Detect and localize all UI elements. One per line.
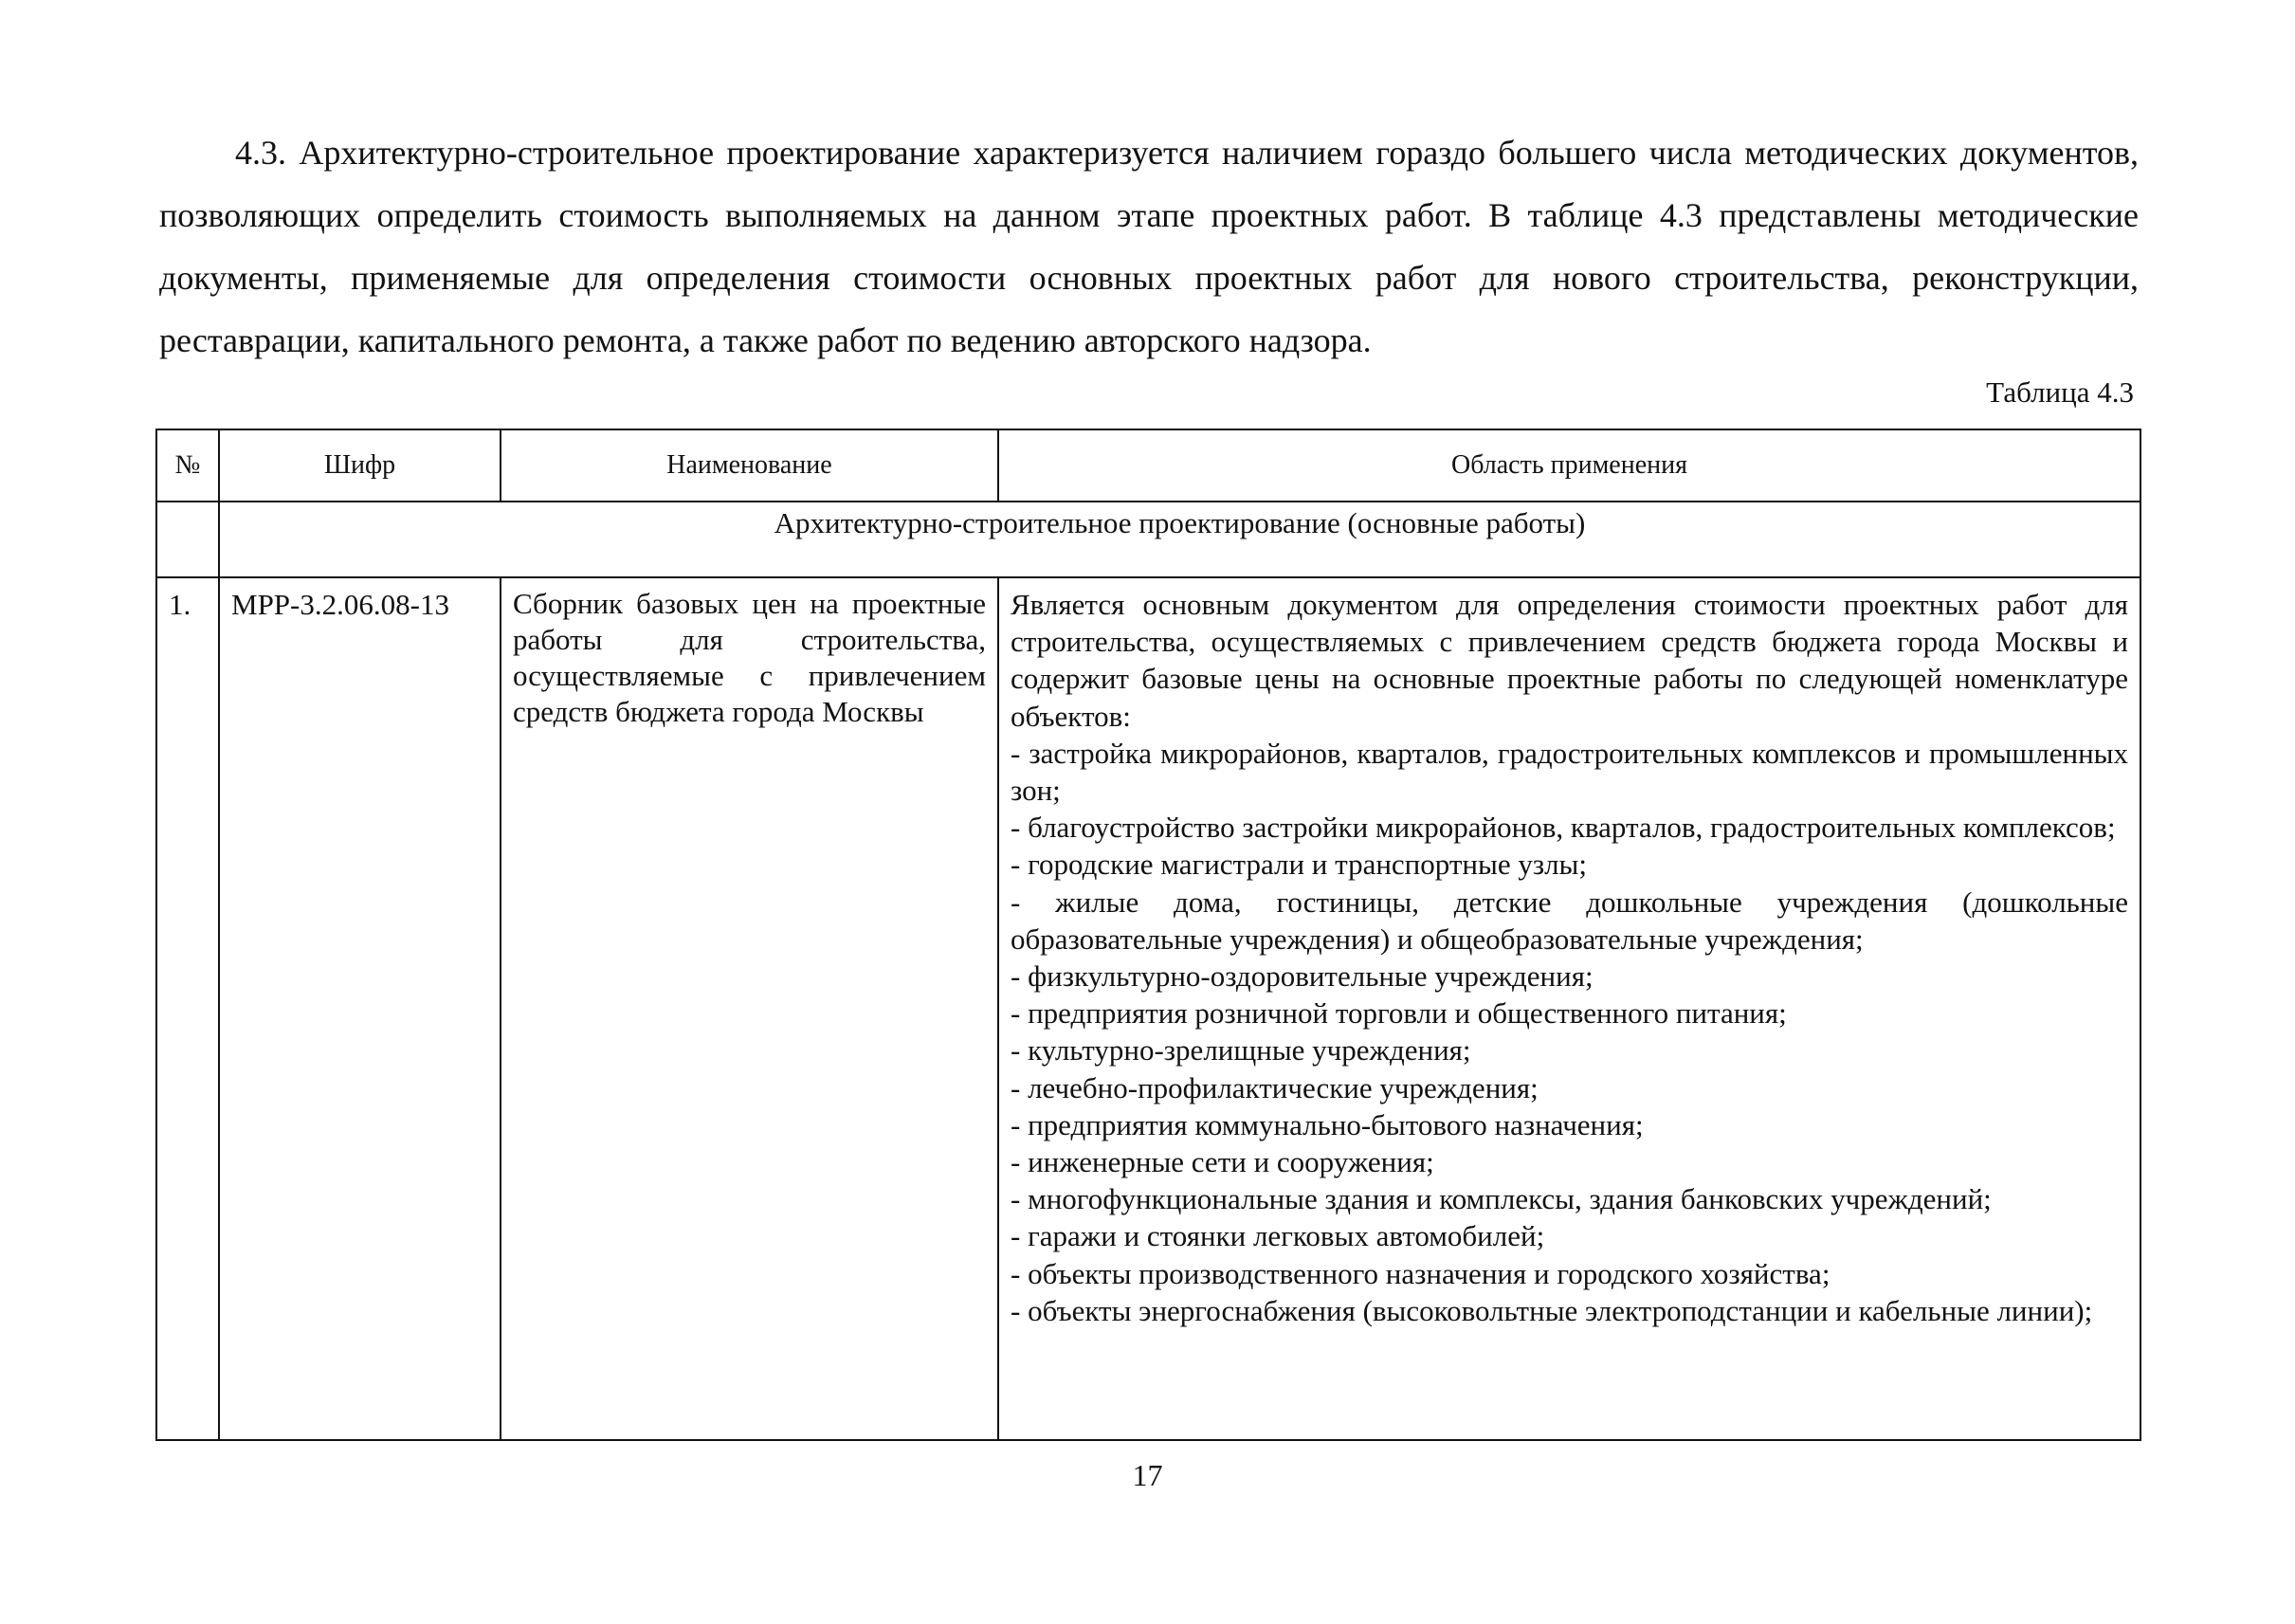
section-title: Архитектурно-строительное проектирование (основные работы)	[219, 502, 2140, 577]
area-item: - многофункциональные здания и комплексы, здания банковских учреждений;	[1011, 1182, 1992, 1216]
area-intro: Является основным документом для определения стоимости проектных работ для строительства, осуществляемых с привлечением средств бюджета города Москвы и содержит базовые цены на основные проектные работы по следующей номенклатуре объектов:	[1011, 588, 2128, 733]
row-code: МРР-3.2.06.08-13	[219, 577, 501, 1440]
area-item: - гаражи и стоянки легковых автомобилей;	[1011, 1219, 1545, 1253]
area-item: - предприятия розничной торговли и общественного питания;	[1011, 996, 1787, 1031]
table-header-row	[156, 429, 2140, 502]
area-item: - лечебно-профилактические учреждения;	[1011, 1070, 1539, 1104]
methods-table	[155, 429, 2141, 1441]
intro-paragraph: 4.3. Архитектурно-строительное проектирование характеризуется наличием гораздо большего числа методических документов, позволяющих определить стоимость выполняемых на данном этапе проектных работ. В таблице 4.3 представлены методические документы, применяемые для определения стоимости основных проектных работ для нового строительства, реконструкции, реставрации, капитального ремонта, а также работ по ведению авторского надзора.	[159, 134, 2139, 359]
area-item: - городские магистрали и транспортные узлы;	[1011, 848, 1587, 882]
area-item: - объекты производственного назначения и городского хозяйства;	[1011, 1256, 1831, 1290]
table-row	[156, 577, 2140, 1440]
area-item: - объекты энергоснабжения (высоковольтные электроподстанции и кабельные линии);	[1011, 1293, 2093, 1327]
area-item: - жилые дома, гостиницы, детские дошкольные учреждения (дошкольные образовательные учреждения) и общеобразовательные учреждения;	[1011, 885, 2128, 956]
header-area: Область применения	[998, 429, 2140, 502]
area-item: - культурно-зрелищные учреждения;	[1011, 1033, 1471, 1067]
area-item: - предприятия коммунально-бытового назначения;	[1011, 1107, 1644, 1141]
section-empty-cell	[156, 502, 219, 577]
row-area	[998, 577, 2140, 1440]
table-caption: Таблица 4.3	[1986, 375, 2134, 409]
page-number: 17	[1132, 1458, 1163, 1492]
header-name: Наименование	[501, 429, 998, 502]
row-name: Сборник базовых цен на проектные работы для строительства, осуществляемые с привлечением средств бюджета города Москвы	[501, 577, 998, 1440]
area-item: - застройка микрорайонов, кварталов, градостроительных комплексов и промышленных зон;	[1011, 736, 2128, 808]
area-item: - благоустройство застройки микрорайонов, кварталов, градостроительных комплексов;	[1011, 811, 2116, 845]
row-num: 1.	[156, 577, 219, 1440]
section-row	[156, 502, 2140, 577]
area-item: - физкультурно-оздоровительные учреждения;	[1011, 959, 1594, 994]
area-item: - инженерные сети и сооружения;	[1011, 1145, 1434, 1179]
header-num: №	[156, 429, 219, 502]
header-code: Шифр	[219, 429, 501, 502]
